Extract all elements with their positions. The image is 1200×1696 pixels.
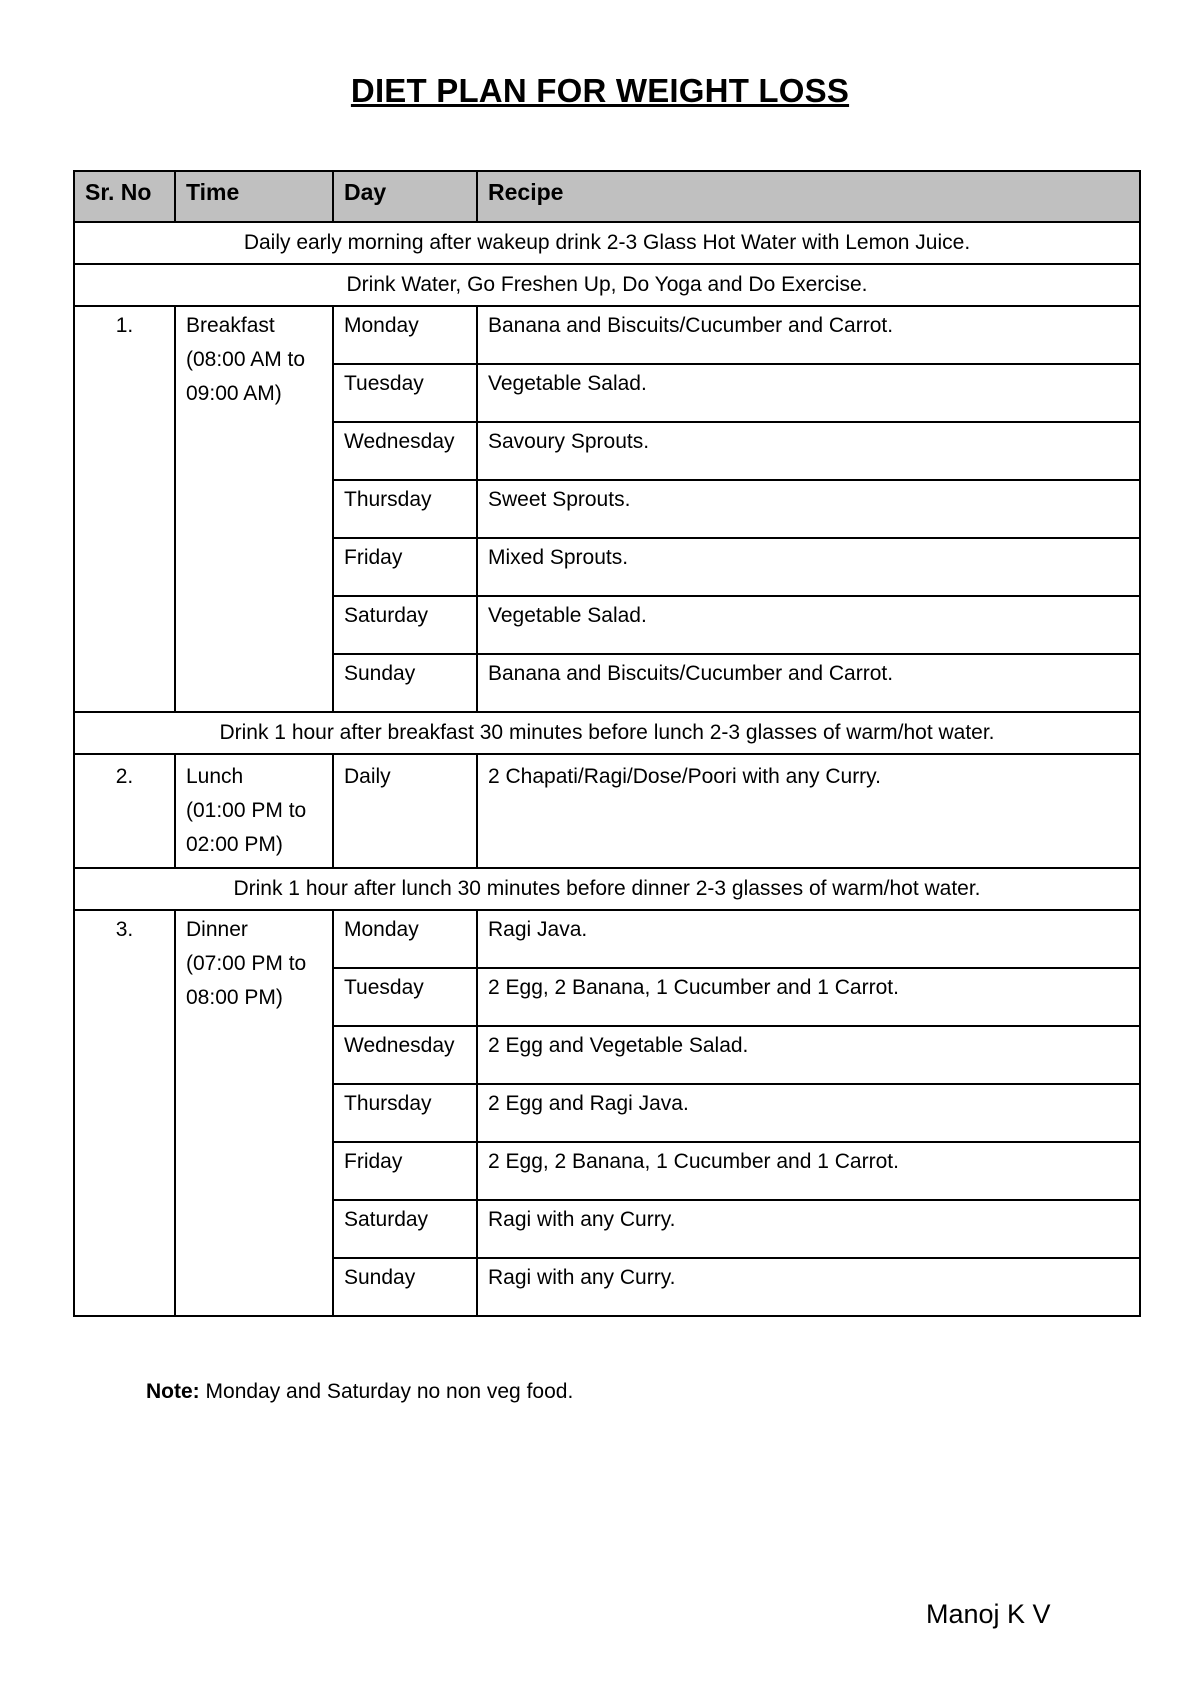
- diet-plan-table: [73, 170, 1141, 1317]
- table-row: [74, 910, 1140, 968]
- dinner-time: [175, 910, 333, 1316]
- recipe-cell: 2 Egg and Vegetable Salad.: [477, 1026, 1140, 1084]
- lunch-time-name: Lunch: [186, 765, 244, 788]
- recipe-cell: 2 Egg, 2 Banana, 1 Cucumber and 1 Carrot.: [477, 968, 1140, 1026]
- dinner-time-name: Dinner: [186, 918, 248, 941]
- recipe-cell: Ragi with any Curry.: [477, 1258, 1140, 1316]
- page-title: DIET PLAN FOR WEIGHT LOSS: [350, 72, 850, 109]
- day-cell: Monday: [333, 306, 477, 364]
- note-row: [74, 264, 1140, 306]
- recipe-cell: 2 Chapati/Ragi/Dose/Poori with any Curry.: [477, 754, 1140, 868]
- recipe-cell: Ragi Java.: [477, 910, 1140, 968]
- recipe-cell: Banana and Biscuits/Cucumber and Carrot.: [477, 306, 1140, 364]
- header-time: Time: [175, 171, 333, 222]
- recipe-cell: 2 Egg, 2 Banana, 1 Cucumber and 1 Carrot.: [477, 1142, 1140, 1200]
- recipe-cell: Vegetable Salad.: [477, 596, 1140, 654]
- recipe-cell: 2 Egg and Ragi Java.: [477, 1084, 1140, 1142]
- dinner-sr-no: 3.: [74, 910, 175, 1316]
- breakfast-time: [175, 306, 333, 712]
- day-cell: Wednesday: [333, 422, 477, 480]
- recipe-cell: Mixed Sprouts.: [477, 538, 1140, 596]
- recipe-cell: Sweet Sprouts.: [477, 480, 1140, 538]
- table-row: [74, 306, 1140, 364]
- note-row: [74, 712, 1140, 754]
- header-recipe: Recipe: [477, 171, 1140, 222]
- after-breakfast-note: Drink 1 hour after breakfast 30 minutes before lunch 2-3 glasses of warm/hot water.: [74, 712, 1140, 754]
- author-name: Manoj K V: [926, 1599, 1051, 1629]
- footer-note-label: Note:: [146, 1380, 200, 1403]
- day-cell: Friday: [333, 538, 477, 596]
- day-cell: Sunday: [333, 654, 477, 712]
- footer-note-text: Monday and Saturday no non veg food.: [205, 1380, 574, 1403]
- after-lunch-note: Drink 1 hour after lunch 30 minutes before dinner 2-3 glasses of warm/hot water.: [74, 868, 1140, 910]
- day-cell: Tuesday: [333, 968, 477, 1026]
- day-cell: Friday: [333, 1142, 477, 1200]
- routine-note: Drink Water, Go Freshen Up, Do Yoga and Do Exercise.: [74, 264, 1140, 306]
- header-sr-no: Sr. No: [74, 171, 175, 222]
- recipe-cell: Vegetable Salad.: [477, 364, 1140, 422]
- breakfast-time-name: Breakfast: [186, 314, 275, 337]
- table-header-row: [74, 171, 1140, 222]
- lunch-sr-no: 2.: [74, 754, 175, 868]
- recipe-cell: Savoury Sprouts.: [477, 422, 1140, 480]
- day-cell: Tuesday: [333, 364, 477, 422]
- note-row: [74, 868, 1140, 910]
- day-cell: Saturday: [333, 596, 477, 654]
- day-cell: Sunday: [333, 1258, 477, 1316]
- recipe-cell: Banana and Biscuits/Cucumber and Carrot.: [477, 654, 1140, 712]
- note-row: [74, 222, 1140, 264]
- day-cell: Thursday: [333, 480, 477, 538]
- day-cell: Saturday: [333, 1200, 477, 1258]
- lunch-time-range: (01:00 PM to 02:00 PM): [186, 799, 307, 856]
- lunch-time: [175, 754, 333, 868]
- morning-note: Daily early morning after wakeup drink 2-3 Glass Hot Water with Lemon Juice.: [74, 222, 1140, 264]
- header-day: Day: [333, 171, 477, 222]
- dinner-time-range: (07:00 PM to 08:00 PM): [186, 952, 307, 1009]
- day-cell: Daily: [333, 754, 477, 868]
- breakfast-time-range: (08:00 AM to 09:00 AM): [186, 348, 306, 405]
- day-cell: Thursday: [333, 1084, 477, 1142]
- recipe-cell: Ragi with any Curry.: [477, 1200, 1140, 1258]
- breakfast-sr-no: 1.: [74, 306, 175, 712]
- day-cell: Monday: [333, 910, 477, 968]
- day-cell: Wednesday: [333, 1026, 477, 1084]
- table-row: [74, 754, 1140, 868]
- footer-note: [146, 1380, 573, 1404]
